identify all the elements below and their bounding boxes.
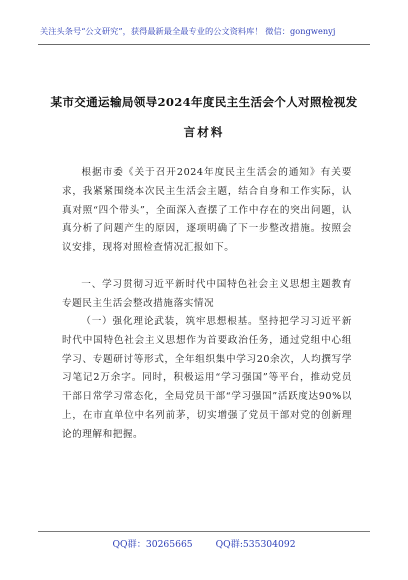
document-title-line-1: 某市交通运输局领导2024年度民主生活会个人对照检视发 [50,95,358,109]
footer-divider [38,531,370,532]
header-promo-text: 关注头条号“公文研究”，获得最新最全最专业的公文资料库！ 微信：gongwenyj [40,26,336,36]
footer-qq-group-1: QQ群：30265665 [112,539,193,550]
paragraph-subsection [62,313,352,445]
paragraph-subsection-text: （一）强化理论武装，筑牢思想根基。坚持把学习习近平新时代中国特色社会主义思想作为首要政治任务，通过党组中心组学习、专题研讨等形式，全年组织集中学习20余次，人均撰写学习笔记2万余字。同时，积极运用“学习强国”等平台，推动党员干部日常学习常态化，全局党员干部“学习强国”活跃度达90%以上，在市直单位中名列前茅，切实增强了党员干部对党的创新理论的理解和把握。 [62,316,352,440]
header-divider [38,44,370,45]
paragraph-intro [62,164,352,258]
paragraph-section-heading [62,276,352,314]
paragraph-intro-text: 根据市委《关于召开2024年度民主生活会的通知》有关要求，我紧紧围绕本次民主生活会主题，结合自身和工作实际，认真对照“四个带头”，全面深入查摆了工作中存在的突出问题，认真分析了问题产生的原因，逐项明确了下一步整改措施。按照会议安排，现将对照检查情况汇报如下。 [62,167,352,254]
document-title-line-2: 言材料 [183,125,225,139]
paragraph-section-heading-text: 一、学习贯彻习近平新时代中国特色社会主义思想主题教育专题民主生活会整改措施落实情况 [62,279,352,309]
footer-qq-group-2: QQ群:535304092 [215,539,296,550]
footer-contact [38,536,370,550]
